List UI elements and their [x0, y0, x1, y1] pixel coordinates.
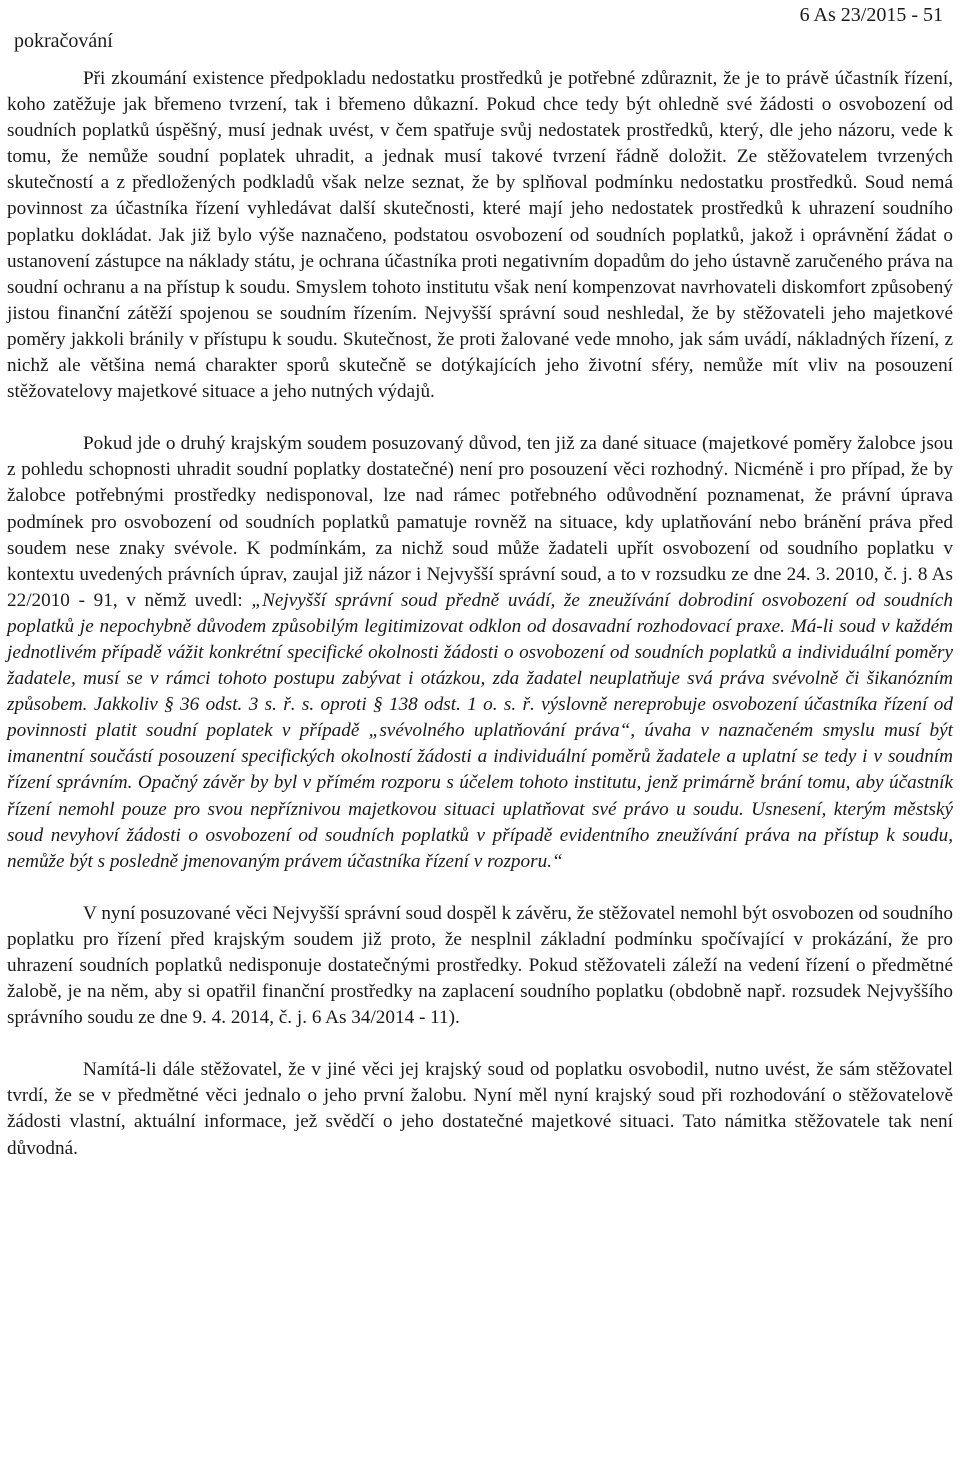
case-number: 6 As 23/2015 - 51	[799, 4, 943, 26]
paragraph-3	[7, 901, 953, 1031]
document-body	[7, 66, 953, 1162]
paragraph-4-text: Namítá-li dále stěžovatel, že v jiné věci jej krajský soud od poplatku osvobodil, nutno uvést, že sám stěžovatel tvrdí, že se v předmětné věci jednalo o jeho první žalobu. Nyní měl nyní krajský soud při rozhodování o stěžovatelově žádosti vlastní, aktuální informace, jež svědčí o jeho dostatečné majetkové situaci. Tato námitka stěžovatele tak není důvodná.	[7, 1059, 953, 1159]
page-header	[7, 0, 953, 66]
continuation-label: pokračování	[14, 30, 113, 52]
paragraph-1	[7, 66, 953, 405]
paragraph-1-text: Při zkoumání existence předpokladu nedostatku prostředků je potřebné zdůraznit, že je to právě účastník řízení, koho zatěžuje jak břemeno tvrzení, tak i břemeno důkazní. Pokud chce tedy být ohledně své žádosti o osvobození od soudních poplatků úspěšný, musí jednak uvést, v čem spatřuje svůj nedostatek prostředků, který, dle jeho názoru, vede k tomu, že nemůže soudní poplatek uhradit, a jednak musí takové tvrzení řádně doložit. Ze stěžovatelem tvrzených skutečností a z předložených podkladů však nelze seznat, že by splňoval podmínku nedostatku prostředků. Soud nemá povinnost za účastníka řízení vyhledávat další skutečnosti, které mají jeho nedostatek prostředků k uhrazení soudního poplatku dokládat. Jak již bylo výše naznačeno, podstatou osvobození od soudních poplatků, jakož i oprávnění žádat o ustanovení zástupce na náklady státu, je ochrana účastníka proti negativním dopadům do jeho ústavně zaručeného práva na soudní ochranu a na přístup k soudu. Smyslem tohoto institutu však není kompenzovat navrhovateli diskomfort způsobený jistou finanční zátěží spojenou se soudním řízením. Nejvyšší správní soud neshledal, že by stěžovateli jeho majetkové poměry jakkoli bránily v přístupu k soudu. Skutečnost, že proti žalované vede mnoho, jak sám uvádí, nákladných řízení, z nichž ale většina nemá charakter sporů skutečně se dotýkajících jeho životní sféry, nemůže mít vliv na posouzení stěžovatelovy majetkové situace a jeho nutných výdajů.	[7, 68, 953, 403]
paragraph-2-text: Pokud jde o druhý krajským soudem posuzovaný důvod, ten již za dané situace (majetkové poměry žalobce jsou z pohledu schopnosti uhradit soudní poplatky dostatečné) není pro posouzení věci rozhodný. Nicméně i pro případ, že by žalobce potřebnými prostředky nedisponoval, lze nad rámec potřebného odůvodnění poznamenat, že právní úprava podmínek pro osvobození od soudních poplatků pamatuje rovněž na situace, kdy uplatňování nebo bránění práva před soudem nese znaky svévole. K podmínkám, za nichž soud může žadateli upřít osvobození od soudního poplatku v kontextu uvedených právních úprav, zaujal již názor i Nejvyšší správní soud, a to v rozsudku ze dne 24. 3. 2010, č. j. 8 As 22/2010 - 91, v němž uvedl:	[7, 433, 953, 611]
paragraph-4	[7, 1057, 953, 1161]
paragraph-3-text: V nyní posuzované věci Nejvyšší správní soud dospěl k závěru, že stěžovatel nemohl být osvobozen od soudního poplatku pro řízení před krajským soudem již proto, že nesplnil základní podmínku spočívající v prokázání, že pro uhrazení soudních poplatků nedisponuje dostatečnými prostředky. Pokud stěžovateli záleží na vedení řízení o předmětné žalobě, je na něm, aby si opatřil finanční prostředky na zaplacení soudního poplatku (obdobně např. rozsudek Nejvyššího správního soudu ze dne 9. 4. 2014, č. j. 6 As 34/2014 - 11).	[7, 902, 953, 1029]
court-quote: „Nejvyšší správní soud předně uvádí, že zneužívání dobrodiní osvobození od soudních poplatků je nepochybně důvodem způsobilým legitimizovat odklon od dosavadní rozhodovací praxe. Má-li soud v každém jednotlivém případě vážit konkrétní specifické okolnosti žádosti o osvobození od soudních poplatků a individuální poměry žadatele, musí se v rámci tohoto postupu zabývat i otázkou, zda žadatel neuplatňuje svá práva svévolně či šikanózním způsobem. Jakkoliv § 36 odst. 3 s. ř. s. oproti § 138 odst. 1 o. s. ř. výslovně nereprobuje osvobození účastníka řízení od povinnosti platit soudní poplatek v případě „svévolného uplatňování práva“, úvaha v naznačeném smyslu musí být imanentní součástí posouzení specifických okolností žádosti a individuální poměrů žadatele a uplatní se tedy i v soudním řízení správním. Opačný závěr by byl v přímém rozporu s účelem tohoto institutu, jenž primárně brání tomu, aby účastník řízení nemohl pouze pro svou nepříznivou majetkovou situaci uplatňovat své právo u soudu. Usnesení, kterým městský soud nevyhoví žádosti o osvobození od soudních poplatků v případě evidentního zneužívání práva na přístup k soudu, nemůže být s posledně jmenovaným právem účastníka řízení v rozporu.“	[7, 589, 953, 872]
paragraph-2	[7, 431, 953, 875]
